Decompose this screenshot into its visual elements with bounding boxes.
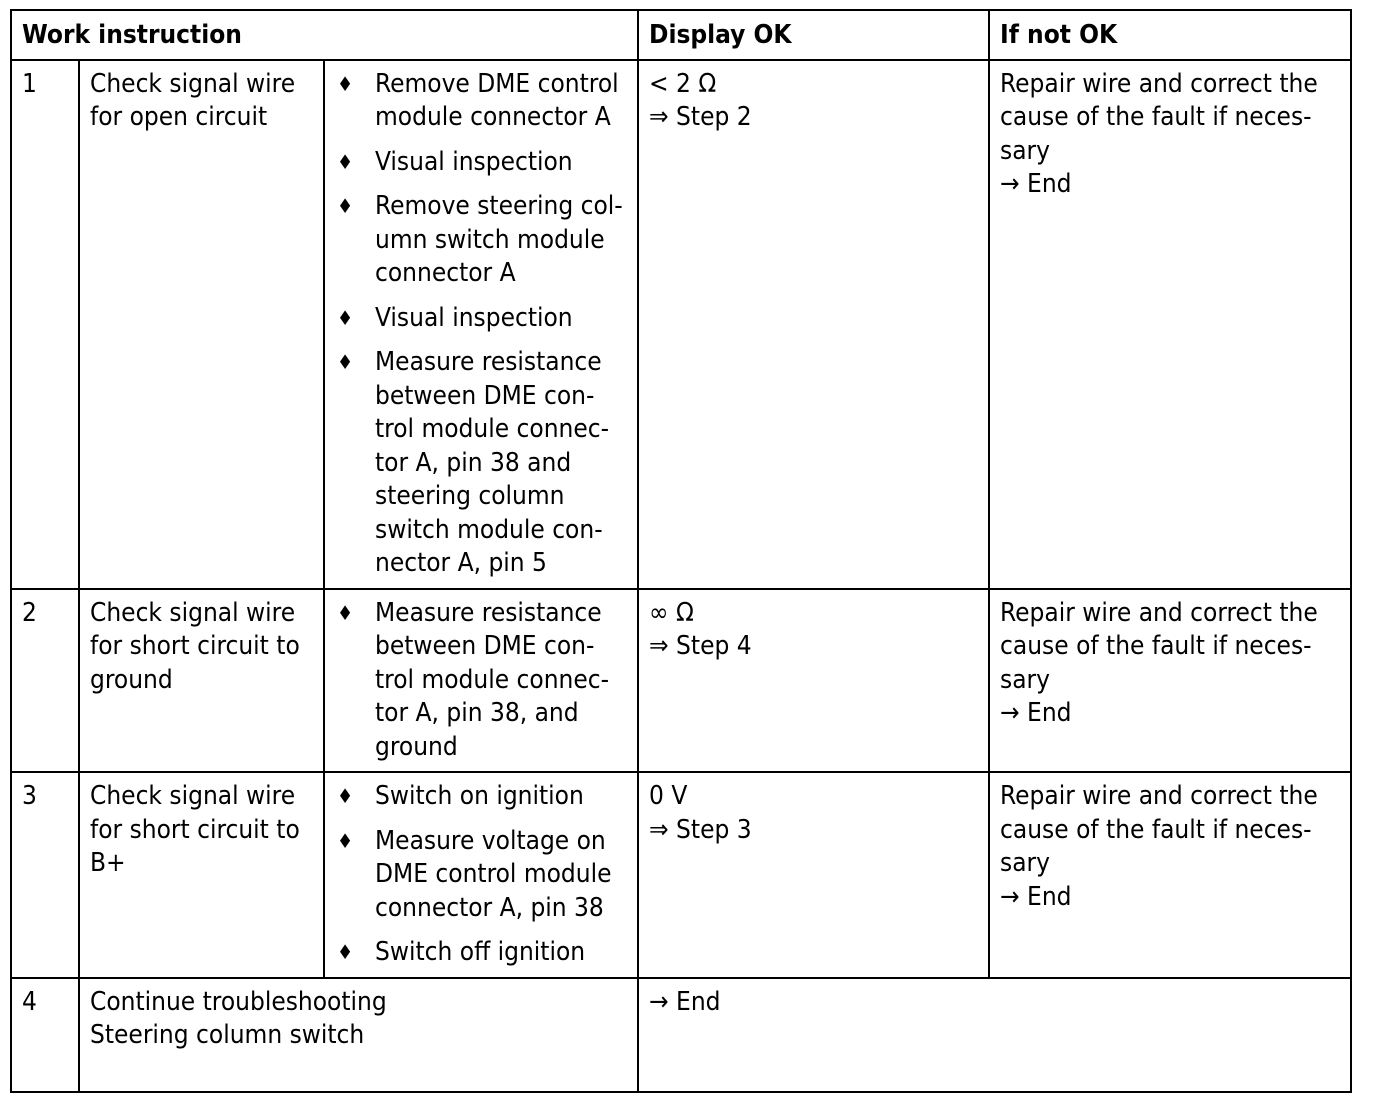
instruction-line: Measure resistance [375,347,602,377]
instruction-item [335,68,627,135]
instruction-item [335,346,627,581]
work-instruction-table [10,9,1352,1093]
header-display-ok: Display OK [638,10,989,60]
instruction-line: tor A, pin 38, and [375,698,579,728]
task-line: B+ [90,848,126,878]
diamond-bullet-icon: ♦ [337,784,354,808]
task-line: Continue troubleshooting [90,986,387,1017]
instruction-line: steering column [375,481,565,511]
instruction-line: between DME con- [375,631,595,661]
instruction-item [335,302,627,336]
display-ok-line: → End [649,986,721,1017]
diamond-bullet-icon: ♦ [337,71,354,96]
table-header-row [11,10,1351,60]
step-number: 2 [11,589,79,773]
display-ok-line: < 2 Ω [649,68,717,99]
display-ok-cell [638,589,989,773]
step-task [79,978,638,1092]
display-ok-cell [638,978,1351,1092]
task-line: Check signal wire [90,597,296,628]
if-not-ok-line: sary [1000,664,1050,695]
table-row [11,772,1351,978]
instruction-item [335,936,627,970]
instruction-line: trol module connec- [375,664,610,695]
instruction-item [335,146,627,180]
display-ok-cell [638,60,989,589]
diamond-bullet-icon: ♦ [337,940,354,964]
step-number: 3 [11,772,79,978]
display-ok-line: ∞ Ω [649,597,694,628]
step-instructions [324,589,638,773]
step-task [79,589,324,773]
instruction-line: Switch off ignition [375,937,586,967]
if-not-ok-line: → End [1000,698,1072,728]
diamond-bullet-icon: ♦ [337,194,354,218]
task-line: ground [90,664,173,695]
instruction-list [335,597,627,765]
diamond-bullet-icon: ♦ [337,350,354,374]
step-instructions [324,772,638,978]
if-not-ok-line: Repair wire and correct the [1000,68,1318,99]
if-not-ok-line: → End [1000,881,1072,912]
instruction-line: Visual inspection [375,302,573,333]
instruction-line: Visual inspection [375,146,573,177]
instruction-line: Remove DME control [375,68,619,99]
diamond-bullet-icon: ♦ [337,828,354,853]
step-task [79,60,324,589]
diamond-bullet-icon: ♦ [337,305,354,330]
if-not-ok-line: Repair wire and correct the [1000,781,1318,811]
display-ok-line: ⇒ Step 2 [649,102,752,132]
instruction-list [335,68,627,581]
if-not-ok-cell [989,60,1351,589]
diamond-bullet-icon: ♦ [337,149,354,174]
if-not-ok-line: Repair wire and correct the [1000,597,1318,628]
display-ok-cell [638,772,989,978]
if-not-ok-line: cause of the fault if neces- [1000,631,1312,661]
if-not-ok-cell [989,589,1351,773]
step-instructions [324,60,638,589]
if-not-ok-cell [989,772,1351,978]
header-if-not-ok: If not OK [989,10,1351,60]
instruction-list [335,780,627,970]
table-row [11,589,1351,773]
task-line: Steering column switch [90,1020,365,1050]
instruction-line: connector A [375,258,516,288]
task-line: Check signal wire [90,781,296,811]
header-work-instruction: Work instruction [11,10,638,60]
instruction-line: nector A, pin 5 [375,548,547,578]
if-not-ok-line: cause of the fault if neces- [1000,814,1312,845]
instruction-line: DME control module [375,859,612,889]
instruction-item [335,825,627,926]
table-row [11,60,1351,589]
instruction-line: Measure resistance [375,597,602,628]
instruction-item [335,597,627,765]
instruction-line: module connector A [375,102,611,132]
instruction-line: between DME con- [375,380,595,411]
instruction-line: Switch on ignition [375,781,584,811]
instruction-line: tor A, pin 38 and [375,447,572,478]
step-number: 4 [11,978,79,1092]
instruction-item [335,190,627,291]
instruction-item [335,780,627,814]
instruction-line: Measure voltage on [375,825,606,856]
task-line: Check signal wire [90,68,296,99]
step-task [79,772,324,978]
diamond-bullet-icon: ♦ [337,600,354,625]
if-not-ok-line: cause of the fault if neces- [1000,102,1312,132]
task-line: for short circuit to [90,631,300,661]
instruction-line: umn switch module [375,224,605,255]
display-ok-line: ⇒ Step 3 [649,814,752,845]
instruction-line: ground [375,731,458,762]
instruction-line: trol module connec- [375,414,610,444]
table-row [11,978,1351,1092]
if-not-ok-line: sary [1000,135,1050,166]
instruction-line: Remove steering col- [375,191,623,221]
instruction-line: switch module con- [375,514,603,545]
if-not-ok-line: sary [1000,848,1050,878]
display-ok-line: ⇒ Step 4 [649,631,752,661]
task-line: for open circuit [90,102,268,132]
task-line: for short circuit to [90,814,300,845]
instruction-line: connector A, pin 38 [375,892,604,923]
display-ok-line: 0 V [649,781,688,811]
step-number: 1 [11,60,79,589]
if-not-ok-line: → End [1000,169,1072,199]
